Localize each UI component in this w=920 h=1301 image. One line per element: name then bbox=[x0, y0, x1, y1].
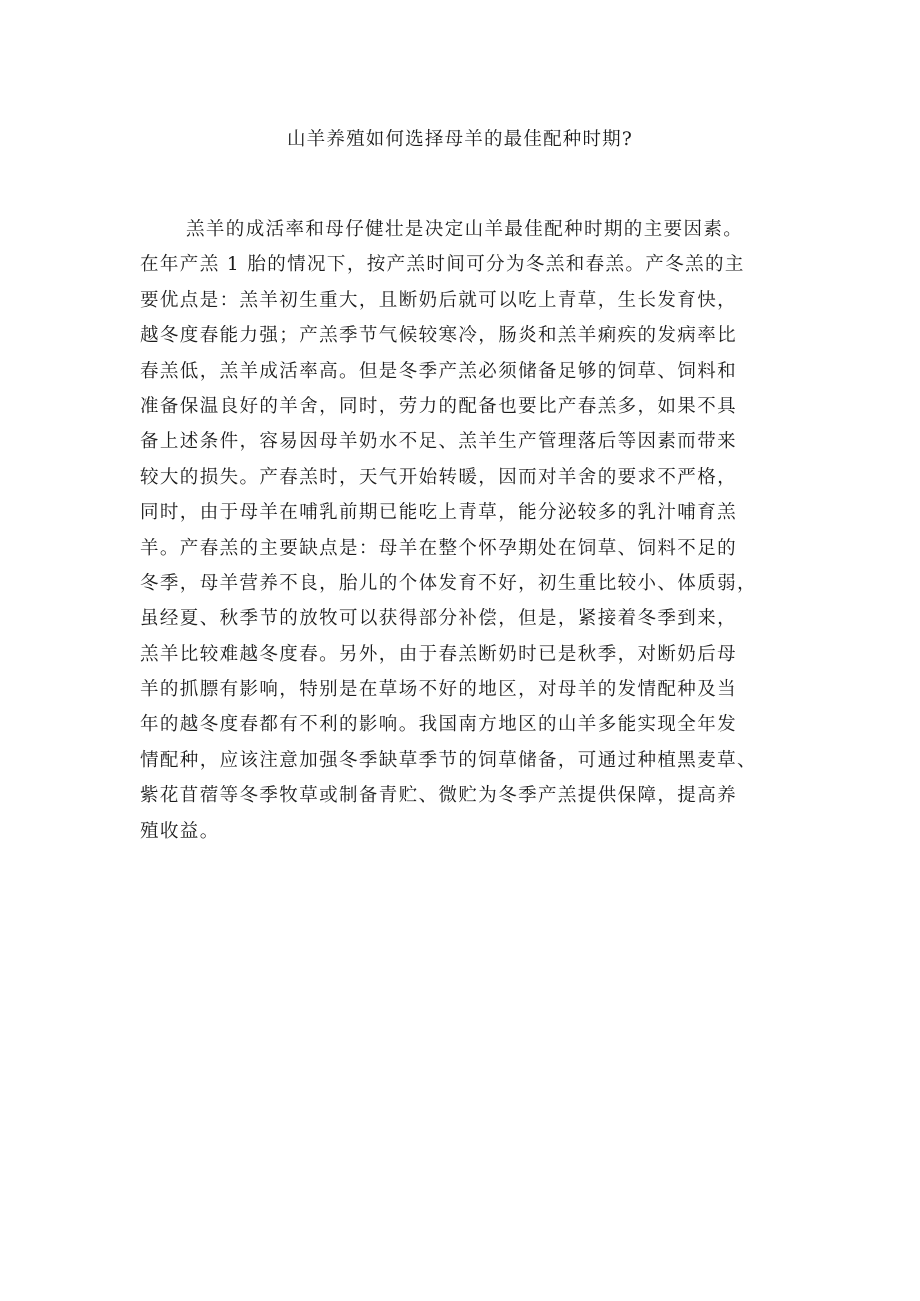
document-title: 山羊养殖如何选择母羊的最佳配种时期? bbox=[286, 129, 634, 150]
paragraph-line: 春羔低，羔羊成活率高。但是冬季产羔必须储备足够的饲草、饲料和 bbox=[140, 360, 738, 382]
paragraph-line: 要优点是：羔羊初生重大，且断奶后就可以吃上青草，生长发育快， bbox=[140, 289, 738, 311]
paragraph-line: 较大的损失。产春羔时，天气开始转暖，因而对羊舍的要求不严格， bbox=[140, 466, 738, 488]
paragraph-line: 年的越冬度春都有不利的影响。我国南方地区的山羊多能实现全年发 bbox=[140, 714, 738, 736]
paragraph-line: 越冬度春能力强；产羔季节气候较寒冷，肠炎和羔羊痢疾的发病率比 bbox=[140, 325, 738, 347]
paragraph-line: 虽经夏、秋季节的放牧可以获得部分补偿，但是，紧接着冬季到来， bbox=[140, 608, 738, 630]
paragraph-line: 紫花苜蓿等冬季牧草或制备青贮、微贮为冬季产羔提供保障，提高养 bbox=[140, 785, 738, 807]
document-paragraph bbox=[140, 212, 800, 849]
paragraph-line: 情配种，应该注意加强冬季缺草季节的饲草储备，可通过种植黑麦草、 bbox=[140, 749, 757, 771]
paragraph-line: 备上述条件，容易因母羊奶水不足、羔羊生产管理落后等因素而带来 bbox=[140, 431, 738, 453]
paragraph-line: 羔羊的成活率和母仔健壮是决定山羊最佳配种时期的主要因素。 bbox=[186, 219, 744, 240]
paragraph-line: 殖收益。 bbox=[140, 820, 220, 842]
paragraph-line: 准备保温良好的羊舍，同时，劳力的配备也要比产春羔多，如果不具 bbox=[140, 395, 738, 417]
paragraph-line: 同时，由于母羊在哺乳前期已能吃上青草，能分泌较多的乳汁哺育羔 bbox=[140, 502, 738, 524]
paragraph-line: 羔羊比较难越冬度春。另外，由于春羔断奶时已是秋季，对断奶后母 bbox=[140, 643, 738, 665]
paragraph-line: 在年产羔 1 胎的情况下，按产羔时间可分为冬羔和春羔。产冬羔的主 bbox=[140, 254, 745, 276]
paragraph-line: 羊的抓膘有影响，特别是在草场不好的地区，对母羊的发情配种及当 bbox=[140, 679, 738, 701]
paragraph-line: 冬季，母羊营养不良，胎儿的个体发育不好，初生重比较小、体质弱， bbox=[140, 572, 757, 594]
paragraph-line: 羊。产春羔的主要缺点是：母羊在整个怀孕期处在饲草、饲料不足的 bbox=[140, 537, 738, 559]
